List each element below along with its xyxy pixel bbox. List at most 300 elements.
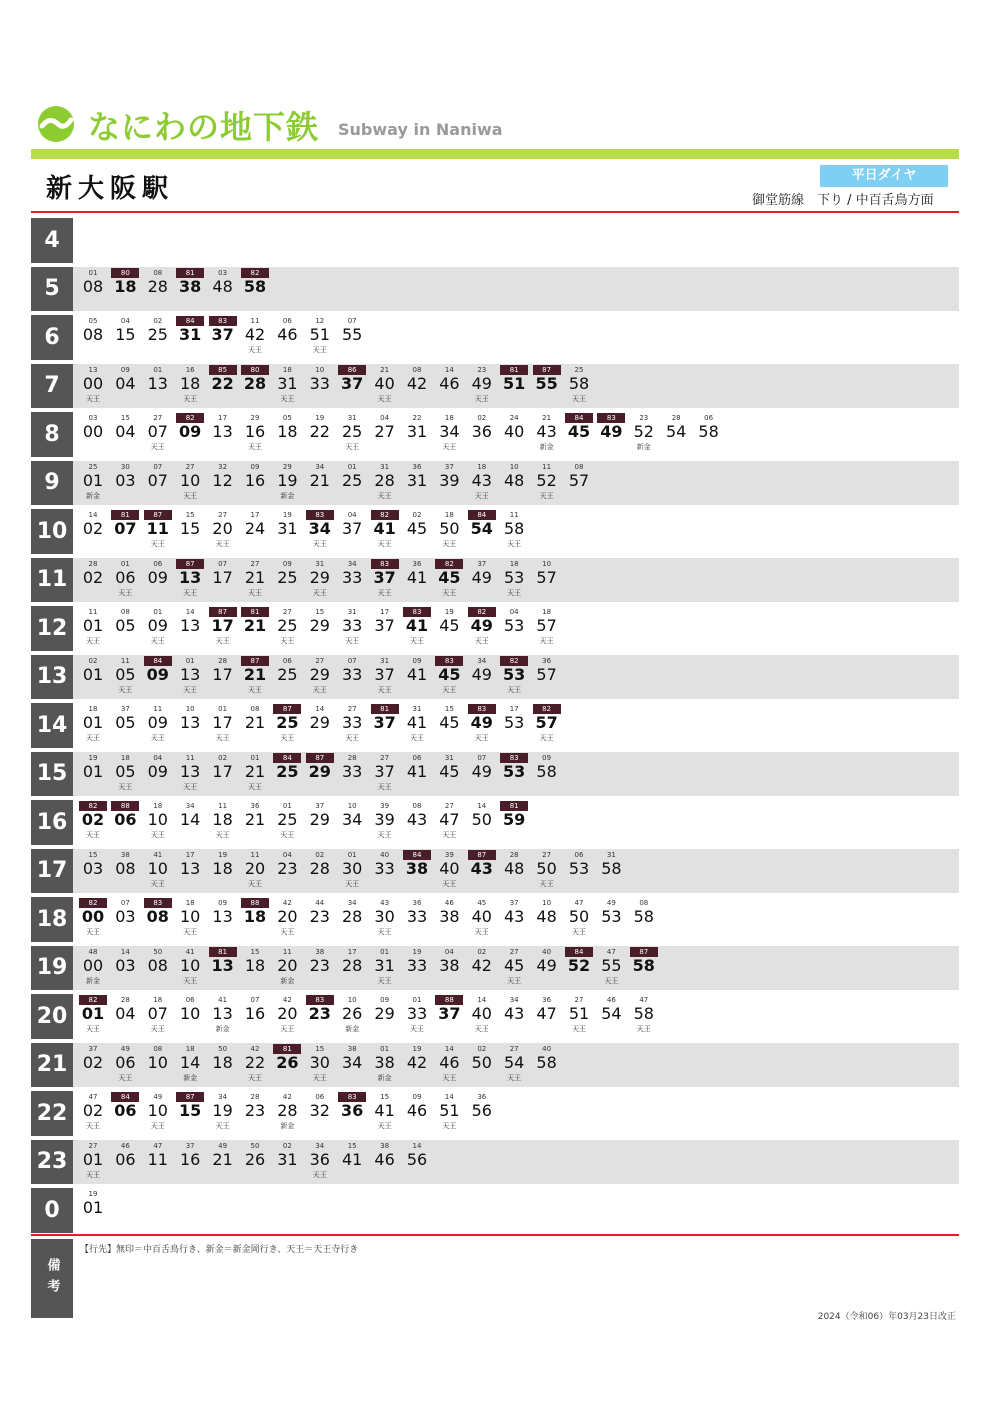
destination-mark: 天王 (312, 346, 327, 354)
departure-minute: 52 (536, 470, 557, 490)
departure-minute: 52 (633, 422, 654, 441)
departure-minute: 54 (470, 519, 493, 538)
departure-minute: 46 (439, 1052, 460, 1072)
departure (433, 364, 465, 408)
train-number: 10 (542, 559, 552, 568)
departure-minute: 31 (406, 422, 428, 441)
train-number: 27 (380, 753, 390, 762)
train-number: 82 (533, 704, 561, 714)
departure-minute: 05 (115, 713, 136, 732)
destination-mark: 天王 (345, 879, 360, 888)
departure-minute: 10 (147, 858, 168, 878)
departure (271, 800, 303, 844)
destination-mark: 天王 (345, 734, 360, 742)
train-number: 22 (412, 414, 422, 422)
departure-minute: 43 (470, 858, 493, 878)
destination-mark: 天王 (442, 588, 457, 597)
departure (498, 994, 530, 1038)
hour-row (31, 364, 959, 409)
departure-minute: 39 (374, 810, 395, 829)
destination-mark: 新金 (345, 1025, 360, 1033)
departure (369, 1140, 401, 1184)
departure-minute: 46 (406, 1101, 428, 1120)
departure (142, 800, 174, 844)
departure-minute: 10 (180, 1004, 201, 1023)
departure-minute: 03 (115, 955, 136, 975)
train-number: 17 (509, 705, 519, 713)
departure-minute: 01 (82, 761, 104, 781)
departure (498, 655, 530, 699)
train-number: 38 (347, 1044, 357, 1053)
destination-mark: 天王 (118, 782, 133, 791)
hour-row (31, 218, 959, 263)
departure-minute: 32 (309, 1101, 330, 1120)
departure (433, 509, 465, 553)
departure (109, 1091, 141, 1135)
departure (142, 1140, 174, 1184)
hour-row (31, 1043, 959, 1088)
departure (207, 800, 239, 844)
departure-minute: 53 (503, 761, 526, 781)
train-number: 07 (347, 317, 357, 325)
departure-minute: 54 (666, 422, 687, 441)
departure-minute: 55 (601, 955, 622, 975)
departure (77, 849, 109, 893)
departure (466, 1043, 498, 1087)
departure-minute: 28 (277, 1101, 298, 1120)
departure-minute: 38 (374, 1052, 395, 1072)
departure-minute: 27 (374, 422, 395, 441)
departure-minute: 06 (115, 567, 136, 587)
train-number: 82 (79, 995, 107, 1005)
departure-minute: 51 (439, 1101, 460, 1120)
departure-minute: 01 (82, 616, 104, 635)
departure (369, 412, 401, 456)
brand-bar (31, 149, 959, 159)
departure (336, 800, 368, 844)
train-number: 15 (88, 850, 98, 859)
train-number: 19 (218, 850, 228, 859)
departure (304, 994, 336, 1038)
departure-minute: 34 (342, 1052, 363, 1072)
departure (563, 946, 595, 990)
train-number: 02 (412, 511, 422, 519)
departure (271, 897, 303, 941)
departure (466, 849, 498, 893)
departure (77, 897, 109, 941)
departure-minute: 53 (503, 664, 526, 684)
destination-mark: 天王 (86, 1025, 100, 1033)
departure (271, 558, 303, 602)
destination-mark: 天王 (474, 394, 489, 403)
departure (239, 558, 271, 602)
departure-minute: 02 (82, 567, 104, 587)
departure (498, 461, 530, 505)
departure-minute: 30 (309, 1052, 330, 1072)
train-number: 12 (315, 317, 325, 325)
train-number: 43 (380, 899, 390, 907)
departure (498, 558, 530, 602)
destination-mark: 新金 (215, 1025, 230, 1033)
train-number: 36 (542, 996, 552, 1004)
train-number: 07 (153, 462, 163, 471)
departure (174, 655, 206, 699)
destination-mark: 天王 (86, 734, 100, 742)
departure-minute: 58 (243, 276, 267, 296)
departure (142, 849, 174, 893)
departure (531, 606, 563, 650)
train-number: 31 (347, 608, 357, 616)
train-number: 02 (477, 1044, 487, 1053)
destination-mark: 新金 (280, 491, 295, 500)
departure (142, 994, 174, 1038)
train-number: 41 (185, 947, 195, 956)
departure (77, 752, 109, 796)
departure-minute: 03 (115, 470, 136, 490)
train-number: 37 (120, 705, 130, 713)
departure-minute: 28 (309, 858, 330, 878)
hour-row (31, 897, 959, 942)
departure (271, 364, 303, 408)
departure-minute: 37 (373, 567, 396, 587)
train-number: 17 (250, 511, 260, 519)
departure-minute: 50 (568, 907, 590, 926)
train-number: 81 (500, 365, 528, 375)
departure (239, 946, 271, 990)
departure-minute: 37 (373, 713, 396, 732)
departure (336, 994, 368, 1038)
departure-minute: 21 (244, 810, 266, 829)
departure-minute: 58 (504, 519, 525, 538)
departure (207, 364, 239, 408)
train-number: 42 (282, 996, 292, 1004)
train-number: 23 (477, 365, 487, 374)
departure-minute: 23 (277, 858, 298, 878)
train-number: 81 (176, 268, 204, 278)
hour-label: 10 (31, 509, 73, 554)
departure-minute: 45 (438, 664, 461, 684)
train-number: 42 (282, 899, 292, 907)
train-number: 31 (347, 414, 357, 422)
destination-mark: 天王 (377, 685, 392, 694)
train-number: 81 (209, 947, 237, 957)
train-number: 28 (88, 559, 98, 568)
departure-minute: 25 (147, 325, 168, 344)
departure-minute: 48 (536, 907, 557, 926)
departure-minute: 13 (211, 955, 234, 975)
departure-minute: 57 (568, 470, 590, 490)
departure (174, 558, 206, 602)
departure (369, 1043, 401, 1087)
destination-mark: 天王 (442, 685, 457, 694)
departure (174, 461, 206, 505)
departure (336, 849, 368, 893)
train-number: 83 (403, 607, 431, 617)
notes-text: 【行先】無印＝中百舌鳥行き、新金＝新金岡行き、天王＝天王寺行き (80, 1245, 359, 1255)
train-number: 82 (241, 268, 269, 278)
departure-minute: 43 (471, 470, 492, 490)
hour-label: 16 (31, 800, 73, 845)
departure (595, 994, 627, 1038)
departure-minute: 01 (82, 1149, 104, 1169)
train-number: 11 (250, 317, 260, 325)
train-number: 47 (574, 899, 584, 907)
departure (142, 461, 174, 505)
brand-subtitle: Subway in Naniwa (338, 120, 503, 139)
destination-mark: 天王 (410, 1025, 424, 1033)
departure-minute: 57 (536, 567, 557, 587)
departure (174, 1091, 206, 1135)
departure-minute: 11 (146, 519, 169, 538)
departure (401, 946, 433, 990)
departure-minute: 17 (212, 664, 233, 684)
schedule-type-badge: 平日ダイヤ (820, 165, 948, 187)
departure (174, 267, 206, 311)
departure (142, 267, 174, 311)
departure (271, 994, 303, 1038)
departure-minute: 29 (309, 810, 330, 829)
departure (207, 267, 239, 311)
departure (109, 897, 141, 941)
hour-row (31, 509, 959, 554)
departure-minute: 50 (439, 519, 460, 538)
train-number: 19 (412, 947, 422, 956)
departure-minute: 33 (406, 1004, 428, 1023)
departure-minute: 31 (277, 373, 298, 393)
train-number: 81 (273, 1044, 301, 1054)
timetable (31, 218, 959, 1237)
train-number: 11 (250, 850, 260, 859)
departure (239, 267, 271, 311)
departure (77, 267, 109, 311)
destination-mark: 天王 (377, 976, 392, 985)
departure-minute: 58 (568, 373, 590, 393)
train-number: 27 (153, 414, 163, 422)
departure-minute: 42 (244, 325, 266, 344)
train-number: 17 (347, 947, 357, 956)
departure-minute: 51 (503, 373, 526, 393)
hour-row (31, 412, 959, 457)
departure-minute: 10 (147, 810, 168, 829)
train-number: 82 (468, 607, 496, 617)
destination-mark: 天王 (215, 540, 230, 548)
departure-minute: 28 (243, 373, 267, 393)
departure (142, 655, 174, 699)
departure (401, 412, 433, 456)
departure-minute: 16 (244, 1004, 266, 1023)
departure (433, 461, 465, 505)
hour-label: 15 (31, 752, 73, 797)
departure-minute: 01 (81, 1004, 105, 1023)
destination-mark: 天王 (183, 491, 198, 500)
departure-minute: 56 (471, 1101, 492, 1120)
departure (109, 315, 141, 359)
departure (239, 509, 271, 553)
destination-mark: 天王 (248, 1073, 262, 1082)
hour-label: 11 (31, 558, 73, 603)
departure-minute: 46 (374, 1149, 395, 1169)
departure (142, 558, 174, 602)
departure-minute: 13 (180, 616, 201, 635)
departure (401, 752, 433, 796)
train-number: 08 (153, 268, 163, 277)
departure (531, 558, 563, 602)
departure (304, 752, 336, 796)
train-number: 82 (435, 559, 463, 569)
departure-minute: 05 (115, 761, 136, 781)
departure-minute: 01 (82, 1198, 104, 1217)
departure (239, 655, 271, 699)
departure (239, 412, 271, 456)
train-number: 87 (306, 753, 334, 763)
train-number: 84 (468, 510, 496, 520)
train-number: 36 (250, 802, 260, 810)
train-number: 07 (218, 559, 228, 568)
departure (466, 655, 498, 699)
departure (466, 1091, 498, 1135)
departure-minute: 37 (438, 1004, 461, 1023)
departure (77, 946, 109, 990)
departure (271, 1043, 303, 1087)
train-number: 01 (347, 462, 357, 471)
departure-minute: 09 (147, 616, 168, 635)
departure-minute: 41 (374, 1101, 395, 1120)
departure (109, 412, 141, 456)
departure (271, 849, 303, 893)
train-number: 83 (468, 704, 496, 714)
train-number: 11 (282, 947, 292, 956)
train-number: 83 (144, 898, 172, 908)
hour-label: 4 (31, 218, 73, 263)
train-number: 14 (88, 511, 98, 519)
train-number: 02 (315, 850, 325, 859)
departure (595, 849, 627, 893)
departure-minute: 37 (374, 616, 395, 635)
departure (174, 509, 206, 553)
destination-mark: 天王 (183, 928, 198, 936)
train-number: 81 (371, 704, 399, 714)
train-number: 41 (153, 850, 163, 859)
departure-minute: 25 (277, 810, 298, 829)
departure (239, 994, 271, 1038)
train-number: 49 (153, 1093, 163, 1101)
departure (628, 412, 660, 456)
departure-minute: 20 (277, 907, 298, 926)
departure-minute: 34 (308, 519, 331, 538)
departure (174, 849, 206, 893)
train-number: 15 (315, 608, 325, 616)
departure (142, 897, 174, 941)
departure-minute: 38 (439, 955, 460, 975)
destination-mark: 天王 (150, 540, 165, 548)
departure (401, 655, 433, 699)
departure-minute: 41 (406, 713, 428, 732)
departure-minute: 41 (342, 1149, 363, 1169)
departure-minute: 18 (212, 858, 233, 878)
departure-minute: 50 (536, 858, 557, 878)
departure-minute: 16 (244, 470, 266, 490)
departure-minute: 26 (244, 1149, 266, 1169)
departure (304, 800, 336, 844)
departure (77, 800, 109, 844)
train-number: 28 (218, 656, 228, 665)
departure-minute: 01 (82, 470, 104, 490)
train-number: 21 (380, 365, 390, 374)
train-number: 36 (477, 1093, 487, 1101)
destination-mark: 天王 (636, 1025, 651, 1033)
notes-divider (31, 1234, 959, 1236)
departure (498, 946, 530, 990)
hour-label: 5 (31, 267, 73, 312)
train-number: 87 (176, 1092, 204, 1102)
train-number: 18 (185, 1044, 195, 1053)
departure (77, 703, 109, 747)
train-number: 84 (565, 413, 593, 423)
train-number: 84 (176, 316, 204, 326)
departure-minute: 04 (115, 422, 136, 441)
hour-row (31, 1188, 959, 1233)
train-number: 10 (347, 802, 357, 810)
train-number: 37 (88, 1044, 98, 1053)
train-number: 06 (153, 559, 163, 568)
departure (207, 412, 239, 456)
departure-minute: 47 (439, 810, 460, 829)
train-number: 27 (574, 996, 584, 1004)
train-number: 38 (315, 947, 325, 956)
departure-minute: 09 (179, 422, 202, 441)
departure-minute: 06 (115, 1052, 136, 1072)
destination-mark: 天王 (183, 685, 198, 694)
departure (628, 946, 660, 990)
train-number: 09 (250, 462, 260, 471)
departure-minute: 18 (212, 1052, 233, 1072)
destination-mark: 天王 (442, 1073, 457, 1082)
departure (433, 1091, 465, 1135)
departure-minute: 34 (439, 422, 460, 441)
departure-minute: 02 (82, 519, 104, 538)
departure (109, 703, 141, 747)
train-number: 09 (218, 899, 228, 907)
departure (531, 655, 563, 699)
departure-minute: 30 (374, 907, 395, 926)
departure-minute: 25 (342, 422, 363, 441)
destination-mark: 天王 (507, 540, 522, 548)
departure-minute: 43 (406, 810, 428, 829)
train-number: 31 (380, 462, 390, 471)
departure (142, 752, 174, 796)
departure (207, 1140, 239, 1184)
revision-date: 2024（令和06）年03月23日改正 (817, 1312, 956, 1322)
train-number: 82 (371, 510, 399, 520)
departure (498, 509, 530, 553)
departure-minute: 42 (406, 1052, 428, 1072)
train-number: 04 (282, 850, 292, 859)
destination-mark: 天王 (150, 1025, 165, 1033)
departure (369, 461, 401, 505)
departure-minute: 08 (82, 325, 104, 344)
train-number: 31 (380, 656, 390, 665)
hour-label: 7 (31, 364, 73, 409)
destination-mark: 天王 (248, 685, 262, 694)
train-number: 03 (218, 268, 228, 277)
train-number: 83 (306, 510, 334, 520)
train-number: 82 (176, 413, 204, 423)
train-number: 14 (477, 996, 487, 1004)
departure-minute: 58 (601, 858, 622, 878)
departure (109, 267, 141, 311)
destination-mark: 天王 (539, 491, 554, 500)
departure (271, 655, 303, 699)
